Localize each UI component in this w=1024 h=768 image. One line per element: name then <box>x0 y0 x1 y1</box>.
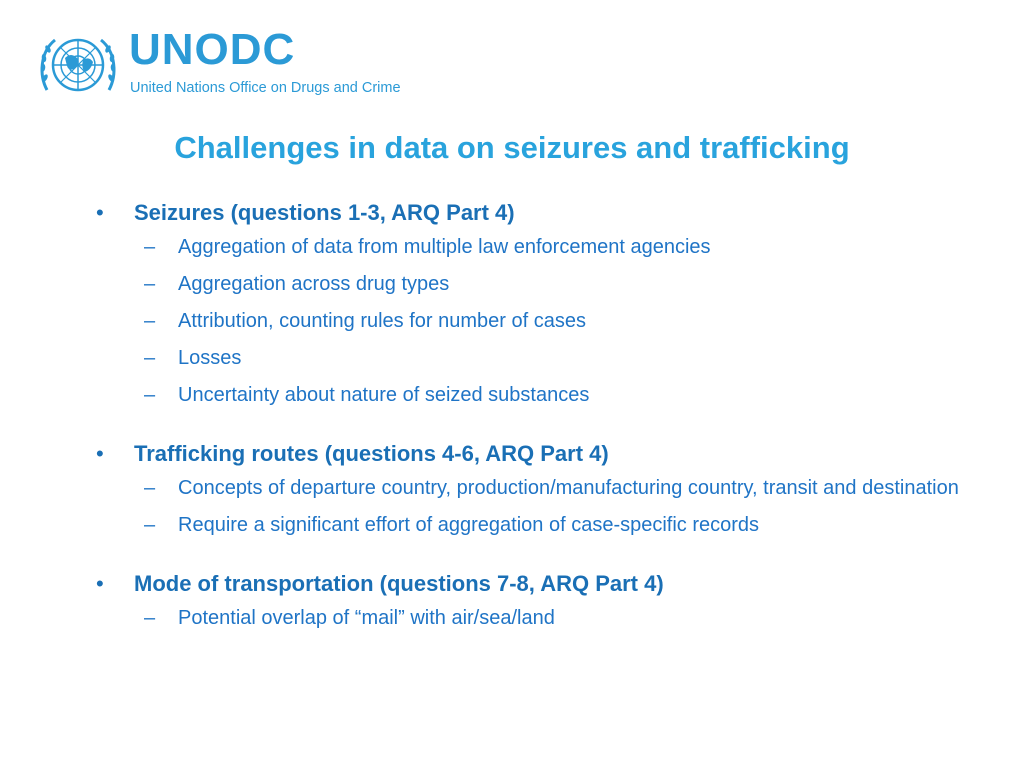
section-heading: Trafficking routes (questions 4-6, ARQ Part 4) <box>134 441 609 466</box>
section-heading: Seizures (questions 1-3, ARQ Part 4) <box>134 200 515 225</box>
dash-icon: – <box>144 310 156 332</box>
dash-icon: – <box>144 607 156 629</box>
bullet-icon: • <box>96 441 104 466</box>
list-item: – Aggregation across drug types <box>90 269 970 300</box>
section-mode-of-transportation <box>90 567 970 634</box>
section-heading: Mode of transportation (questions 7-8, ARQ Part 4) <box>134 571 664 596</box>
sub-list <box>90 473 970 541</box>
dash-icon: – <box>144 347 156 369</box>
bullet-icon: • <box>96 200 104 225</box>
section-seizures <box>90 196 970 411</box>
list-item: – Losses <box>90 343 970 374</box>
un-emblem-icon <box>37 30 119 102</box>
sub-list <box>90 232 970 411</box>
dash-icon: – <box>144 514 156 536</box>
logo-subtitle: United Nations Office on Drugs and Crime <box>130 80 401 96</box>
bullet-icon: • <box>96 571 104 596</box>
list-item: – Require a significant effort of aggregation of case-specific records <box>90 510 970 541</box>
list-item: – Aggregation of data from multiple law enforcement agencies <box>90 232 970 263</box>
list-item: – Attribution, counting rules for number of cases <box>90 306 970 337</box>
list-item: – Potential overlap of “mail” with air/sea/land <box>90 603 970 634</box>
logo-wordmark: UNODC <box>129 25 296 74</box>
list-item: – Uncertainty about nature of seized substances <box>90 380 970 411</box>
list-item: – Concepts of departure country, production/manufacturing country, transit and destination <box>90 473 970 504</box>
dash-icon: – <box>144 236 156 258</box>
section-trafficking-routes <box>90 437 970 541</box>
dash-icon: – <box>144 477 156 499</box>
dash-icon: – <box>144 384 156 406</box>
sub-list <box>90 603 970 634</box>
dash-icon: – <box>144 273 156 295</box>
slide-title: Challenges in data on seizures and trafficking <box>174 130 850 165</box>
slide-content <box>90 196 970 660</box>
